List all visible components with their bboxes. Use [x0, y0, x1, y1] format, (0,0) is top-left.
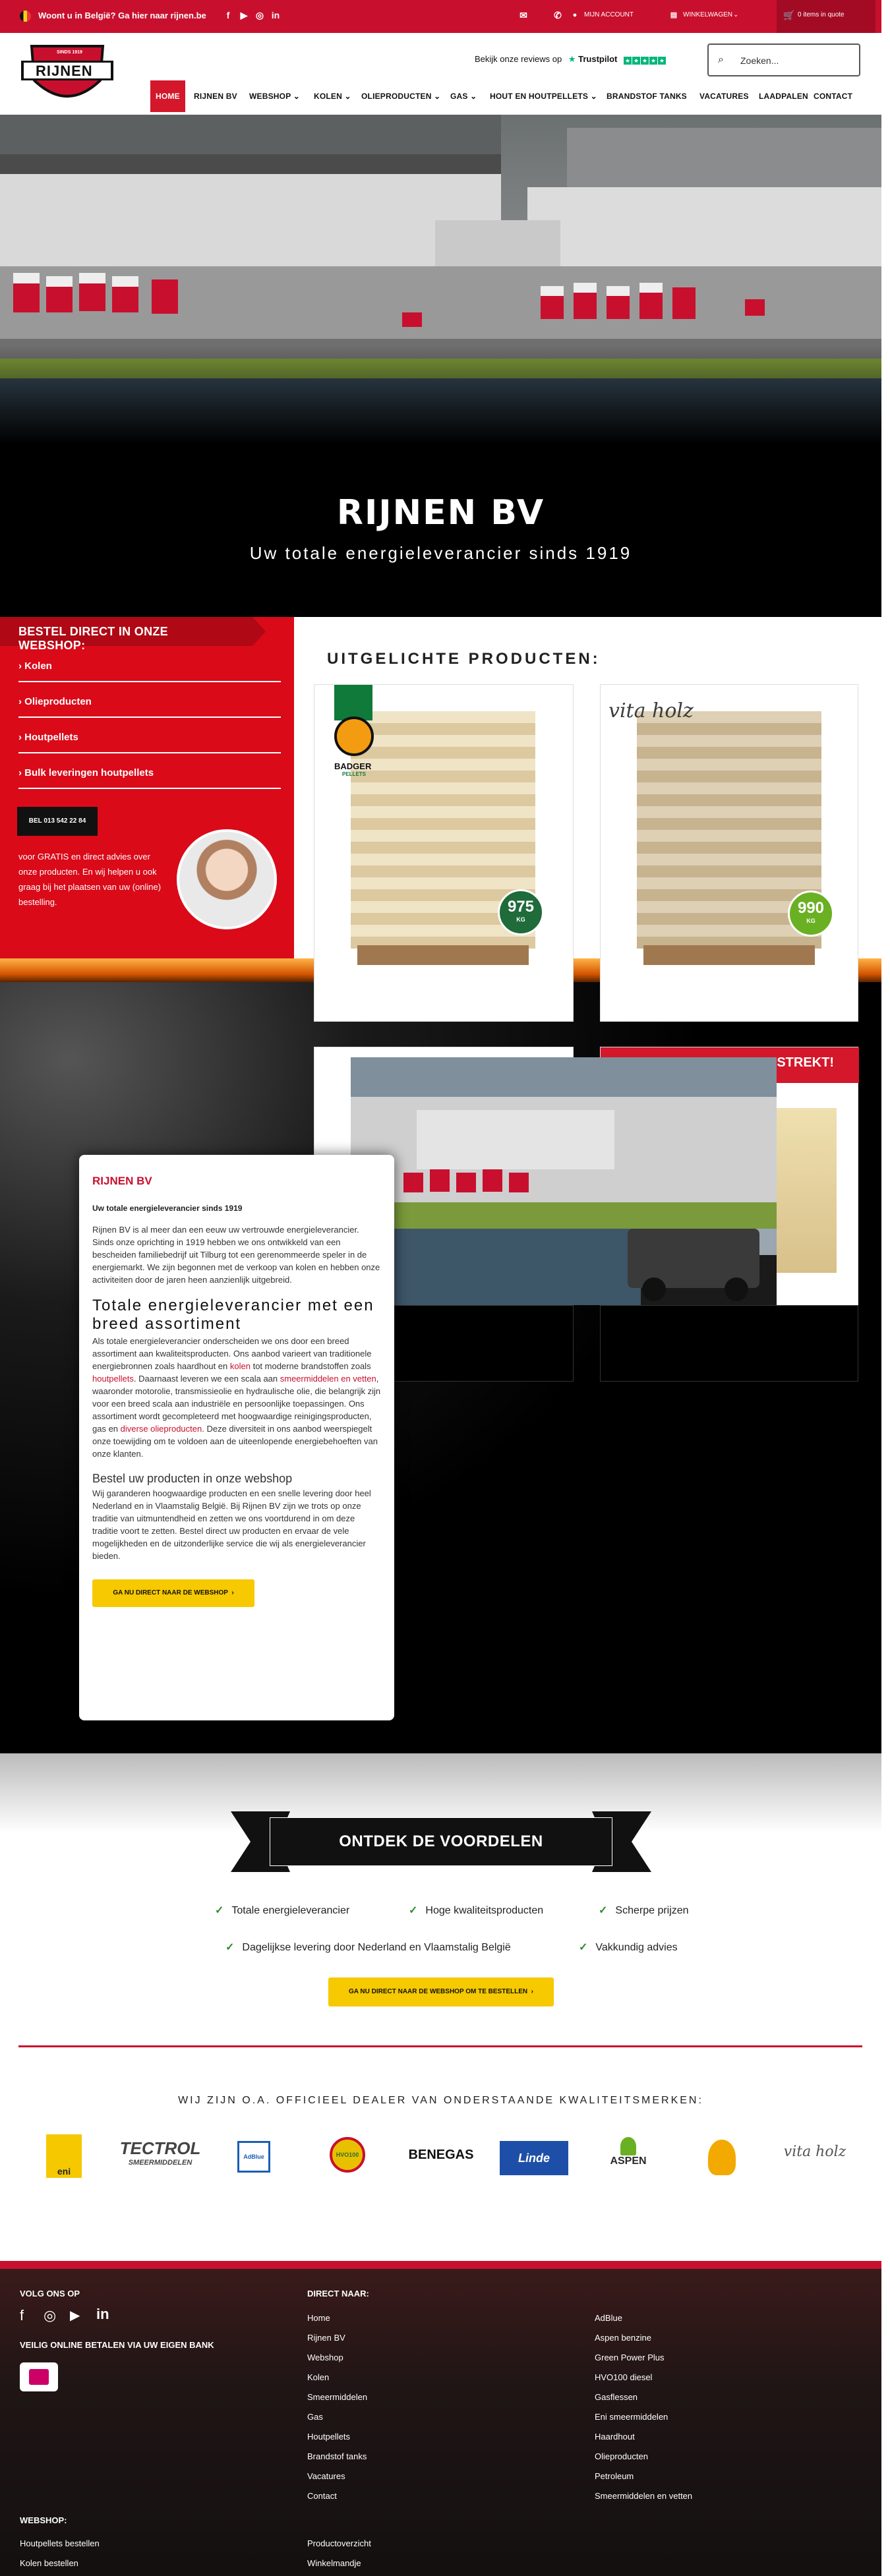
product-card-4-footer: [600, 1305, 858, 1382]
weight-unit: KG: [806, 918, 816, 924]
nav-laadpalen[interactable]: LAADPALEN: [759, 92, 808, 101]
webshop-link-kolen[interactable]: [18, 660, 281, 682]
text-span: Als totale energieleverancier onderscheiden we ons door een breed assortiment aan kwaliteitsproducten. Ons aanbod varieert van traditionele energiebronnen zoals haardhout en: [92, 1336, 372, 1371]
webshop-panel-title: BESTEL DIRECT IN ONZE WEBSHOP:: [0, 617, 252, 646]
trustpilot-stars: ★ ★ ★ ★ ★: [624, 57, 665, 65]
tectrol-logo-text: TECTROL: [119, 2138, 201, 2158]
about-heading-2: Totale energieleverancier met een breed assortiment: [92, 1297, 374, 1333]
page-gutter: [881, 0, 890, 2576]
check-icon: ✓: [409, 1905, 418, 1916]
cart-icon: 🛒: [783, 10, 795, 20]
phone-icon[interactable]: ✆: [554, 10, 562, 20]
aspen-logo-text: ASPEN: [610, 2155, 647, 2167]
phone-button[interactable]: BEL 013 542 22 84: [17, 807, 98, 836]
text-span: . Deze diversiteit in ons aanbod weerspiegelt onze toewijding om te voldoen aan de uiteenlopende energiebehoeften van onze klanten.: [92, 1424, 378, 1459]
olieproducten-link[interactable]: diverse olieproducten: [120, 1424, 202, 1434]
nav-webshop[interactable]: WEBSHOP ⌄: [249, 92, 300, 101]
webshop-link-bulk[interactable]: [18, 767, 281, 789]
youtube-icon[interactable]: ▶: [70, 2308, 80, 2323]
benefits-ribbon: [231, 1811, 651, 1872]
benefits-title: ONTDEK DE VOORDELEN: [270, 1818, 612, 1865]
about-paragraph-2: [92, 1335, 381, 1460]
footer-link[interactable]: Smeermiddelen: [307, 2392, 368, 2402]
nav-hout[interactable]: HOUT EN HOUTPELLETS ⌄: [490, 92, 597, 101]
nav-hout-label: HOUT EN HOUTPELLETS: [490, 92, 589, 101]
product-card-badger[interactable]: [314, 684, 574, 1022]
nav-vacatures[interactable]: VACATURES: [699, 92, 749, 101]
youtube-icon[interactable]: ▶: [240, 10, 248, 20]
footer-col-1: [307, 2308, 367, 2506]
nav-brandstof-tanks[interactable]: BRANDSTOF TANKS: [607, 92, 687, 101]
check-icon: ✓: [225, 1942, 235, 1953]
hero-title: RIJNEN BV: [336, 493, 545, 533]
company-aerial-photo: [351, 1057, 777, 1305]
webshop-link-olieproducten[interactable]: [18, 696, 281, 718]
nav-gas[interactable]: GAS ⌄: [450, 92, 477, 101]
footer-link[interactable]: Smeermiddelen en vetten: [595, 2491, 693, 2501]
benefit-item: [599, 1904, 689, 1917]
chevron-right-icon: ›: [18, 696, 22, 707]
trustpilot-widget[interactable]: [475, 54, 667, 65]
tectrol-logo: [112, 2138, 208, 2177]
benefit-item: [579, 1941, 678, 1954]
eni-logo: [46, 2134, 82, 2178]
instagram-icon[interactable]: ◎: [44, 2307, 57, 2324]
vitaholz-logo: vita holz: [783, 2144, 846, 2160]
about-company-name: RIJNEN BV: [92, 1175, 152, 1187]
footer-link[interactable]: Rijnen BV: [307, 2333, 345, 2343]
linkedin-icon[interactable]: in: [96, 2306, 109, 2322]
hvo100-logo: HVO100: [330, 2137, 365, 2173]
benefit-label: Scherpe prijzen: [615, 1905, 689, 1916]
badger-sub: PELLETS: [342, 771, 367, 777]
payment-title: VEILIG ONLINE BETALEN VIA UW EIGEN BANK: [20, 2340, 214, 2350]
top-bar: [0, 0, 881, 33]
mail-icon[interactable]: ✉: [519, 10, 527, 20]
weight-badge: [788, 891, 834, 937]
footer-link[interactable]: Kolen bestellen: [20, 2558, 78, 2568]
staff-photo: [177, 829, 277, 929]
webshop-footer-title: WEBSHOP:: [20, 2515, 67, 2525]
webshop-panel: [0, 617, 294, 958]
featured-title: UITGELICHTE PRODUCTEN:: [327, 650, 601, 668]
footer-link[interactable]: Webshop: [307, 2353, 343, 2362]
footer: [0, 2261, 881, 2576]
order-webshop-button[interactable]: GA NU DIRECT NAAR DE WEBSHOP OM TE BESTELLEN ›: [328, 1977, 554, 2006]
pallet-image: [357, 945, 529, 965]
nav-olieproducten[interactable]: OLIEPRODUCTEN ⌄: [361, 92, 441, 101]
benefit-label: Dagelijkse levering door Nederland en Vlaamstalig België: [242, 1942, 511, 1953]
text-span: , waaronder motorolie, transmissieolie en hydraulische olie, die belangrijk zijn voor een breed scala aan industriële en persoonlijke toepassingen. Ons assortiment wordt gecompleteerd met hoogwaardige reinigingsproducten, gas en: [92, 1374, 381, 1434]
webshop-link-label: Kolen: [24, 660, 52, 672]
about-paragraph-3: Wij garanderen hoogwaardige producten en een snelle levering door heel Nederland en in Vlaamstalig België. Bij Rijnen BV zijn we trots op onze traditie van uitmuntendheid en zetten we ons voortdurend in om deze traditie voort te zetten. Bestel direct uw producten en ervaar de vele mogelijkheden en de uitzonderlijke service die wij als energieleverancier bieden.: [92, 1488, 371, 1561]
footer-link[interactable]: Haardhout: [595, 2432, 635, 2442]
company-logo[interactable]: [18, 41, 116, 107]
hero-image: [0, 115, 881, 444]
footer-link[interactable]: Productoverzicht: [307, 2538, 371, 2548]
dealer-title: WIJ ZIJN O.A. OFFICIEEL DEALER VAN ONDERSTAANDE KWALITEITSMERKEN:: [178, 2095, 703, 2106]
badger-brand: BADGER: [334, 761, 372, 771]
tectrol-logo-sub: SMEERMIDDELEN: [128, 2159, 193, 2167]
aspen-logo: [605, 2137, 651, 2175]
webshop-button-label: GA NU DIRECT NAAR DE WEBSHOP: [113, 1589, 228, 1596]
about-tagline: Uw totale energieleverancier sinds 1919: [92, 1204, 243, 1213]
logo-text: RIJNEN: [36, 63, 93, 79]
benefit-item: [215, 1904, 349, 1917]
badger-brand-bg: [334, 685, 372, 720]
benefit-label: Hoge kwaliteitsproducten: [425, 1905, 544, 1916]
eni-logo-text: eni: [57, 2166, 71, 2177]
cart-link[interactable]: WINKELWAGEN: [683, 11, 733, 18]
about-card: [79, 1155, 394, 1720]
advice-text: voor GRATIS en direct advies over onze producten. En wij helpen u ook graag bij het plaatsen van uw (online) bestelling.: [18, 852, 162, 907]
quote-cart[interactable]: [777, 0, 875, 33]
order-webshop-button-label: GA NU DIRECT NAAR DE WEBSHOP OM TE BESTELLEN: [348, 1988, 528, 1995]
linde-logo: Linde: [500, 2141, 568, 2175]
webshop-link-houtpellets[interactable]: [18, 732, 281, 753]
nav-gas-label: GAS: [450, 92, 468, 101]
search-placeholder: Zoeken...: [740, 55, 779, 66]
search-input[interactable]: [707, 44, 860, 76]
footer-link[interactable]: AdBlue: [595, 2313, 622, 2323]
pallet-image: [643, 945, 815, 965]
adblue-logo: AdBlue: [237, 2141, 270, 2173]
vitaholz-brand: vita holz: [608, 699, 694, 722]
webshop-link-label: Houtpellets: [24, 732, 78, 743]
belgium-link[interactable]: Woont u in België? Ga hier naar rijnen.be: [38, 11, 206, 20]
footer-link[interactable]: Gas: [307, 2412, 323, 2422]
footer-shop-col-1: [20, 2534, 100, 2573]
benefit-item: [225, 1941, 511, 1954]
instagram-icon[interactable]: ◎: [255, 10, 264, 20]
smeermiddelen-link[interactable]: smeermiddelen en vetten: [280, 1374, 376, 1384]
footer-shop-col-2: [307, 2534, 371, 2573]
section-divider: [18, 2045, 862, 2047]
about-heading-3: Bestel uw producten in onze webshop: [92, 1472, 293, 1485]
nav-webshop-label: WEBSHOP: [249, 92, 291, 101]
chevron-down-icon: ⌄: [733, 11, 739, 18]
hero-title-band: [0, 444, 881, 617]
linkedin-icon[interactable]: in: [271, 10, 280, 20]
footer-link[interactable]: Green Power Plus: [595, 2353, 665, 2362]
trustpilot-star-icon: ★: [568, 54, 576, 64]
text-span: tot moderne brandstoffen zoals: [250, 1361, 371, 1371]
user-icon: ●: [572, 11, 578, 19]
nav-home[interactable]: HOME: [150, 80, 185, 112]
benefit-item: [409, 1904, 543, 1917]
hero-subtitle: Uw totale energieleverancier sinds 1919: [249, 543, 632, 563]
footer-link[interactable]: Eni smeermiddelen: [595, 2412, 668, 2422]
footer-link[interactable]: Olieproducten: [595, 2451, 648, 2461]
footer-link[interactable]: Aspen benzine: [595, 2333, 652, 2343]
chevron-right-icon: ›: [18, 732, 22, 743]
benegas-logo: BENEGAS: [408, 2148, 474, 2162]
direct-title: DIRECT NAAR:: [307, 2289, 369, 2298]
footer-link[interactable]: Brandstof tanks: [307, 2451, 367, 2461]
check-icon: ✓: [599, 1905, 608, 1916]
webshop-button[interactable]: GA NU DIRECT NAAR DE WEBSHOP ›: [92, 1579, 254, 1607]
facebook-icon[interactable]: f: [20, 2307, 24, 2324]
logo-since: SINDS 1919: [57, 50, 82, 55]
text-span: . Daarnaast leveren we een scala aan: [133, 1374, 280, 1384]
aspen-leaf-icon: [620, 2137, 636, 2155]
quote-count: 0 items in quote: [798, 11, 845, 18]
footer-link[interactable]: Houtpellets bestellen: [20, 2538, 100, 2548]
account-link[interactable]: MIJN ACCOUNT: [584, 11, 634, 18]
belgium-flag-icon: [20, 11, 31, 22]
nav-rijnen-bv[interactable]: RIJNEN BV: [194, 92, 237, 101]
weight-badge: [498, 889, 544, 935]
footer-col-2: [595, 2308, 692, 2506]
weight-value: 975: [507, 898, 535, 916]
weight-value: 990: [797, 899, 825, 917]
footer-link[interactable]: Vacatures: [307, 2471, 345, 2481]
footer-link[interactable]: Contact: [307, 2491, 337, 2501]
benefit-label: Totale energieleverancier: [231, 1905, 350, 1916]
about-paragraph-1: Rijnen BV is al meer dan een eeuw uw vertrouwde energieleverancier. Sinds onze oprichting in 1919 hebben we ons ontwikkeld van een bescheiden familiebedrijf uit Tilburg tot een gerenommeerde speler in de energiemarkt. We zijn begonnen met de verkoop van kolen en hebben onze activiteiten door de jaren heen aanzienlijk uitgebreid.: [92, 1225, 380, 1285]
footer-link[interactable]: Houtpellets: [307, 2432, 351, 2442]
footer-link[interactable]: Petroleum: [595, 2471, 634, 2481]
mascot-logo: [708, 2140, 736, 2175]
ideal-icon: [20, 2362, 58, 2391]
nav-olieproducten-label: OLIEPRODUCTEN: [361, 92, 432, 101]
facebook-icon[interactable]: f: [226, 10, 230, 20]
footer-link[interactable]: HVO100 diesel: [595, 2372, 653, 2382]
footer-link[interactable]: Kolen: [307, 2372, 330, 2382]
footer-link[interactable]: Home: [307, 2313, 330, 2323]
nav-kolen-label: KOLEN: [314, 92, 342, 101]
footer-link[interactable]: Winkelmandje: [307, 2558, 361, 2568]
webshop-link-label: Bulk leveringen houtpellets: [24, 767, 154, 778]
search-icon: ⌕: [718, 54, 724, 65]
benefit-label: Vakkundig advies: [595, 1942, 678, 1953]
houtpellets-link[interactable]: houtpellets: [92, 1374, 134, 1384]
check-icon: ✓: [579, 1942, 588, 1953]
product-card-vitaholz[interactable]: [600, 684, 858, 1022]
kolen-link[interactable]: kolen: [229, 1361, 251, 1371]
nav-kolen[interactable]: KOLEN ⌄: [314, 92, 351, 101]
trustpilot-brand: Trustpilot: [578, 54, 618, 64]
nav-contact[interactable]: CONTACT: [814, 92, 853, 101]
follow-title: VOLG ONS OP: [20, 2289, 80, 2298]
chevron-right-icon: ›: [18, 767, 22, 778]
badger-logo-icon: [334, 717, 374, 756]
chevron-right-icon: ›: [18, 660, 22, 672]
trustpilot-text: Bekijk onze reviews op: [475, 54, 562, 64]
webshop-link-label: Olieproducten: [24, 696, 92, 707]
footer-link[interactable]: Gasflessen: [595, 2392, 638, 2402]
weight-unit: KG: [516, 916, 525, 923]
check-icon: ✓: [215, 1905, 224, 1916]
promo-badge: STREKT!: [601, 1047, 859, 1083]
basket-icon: ▤: [670, 11, 678, 19]
